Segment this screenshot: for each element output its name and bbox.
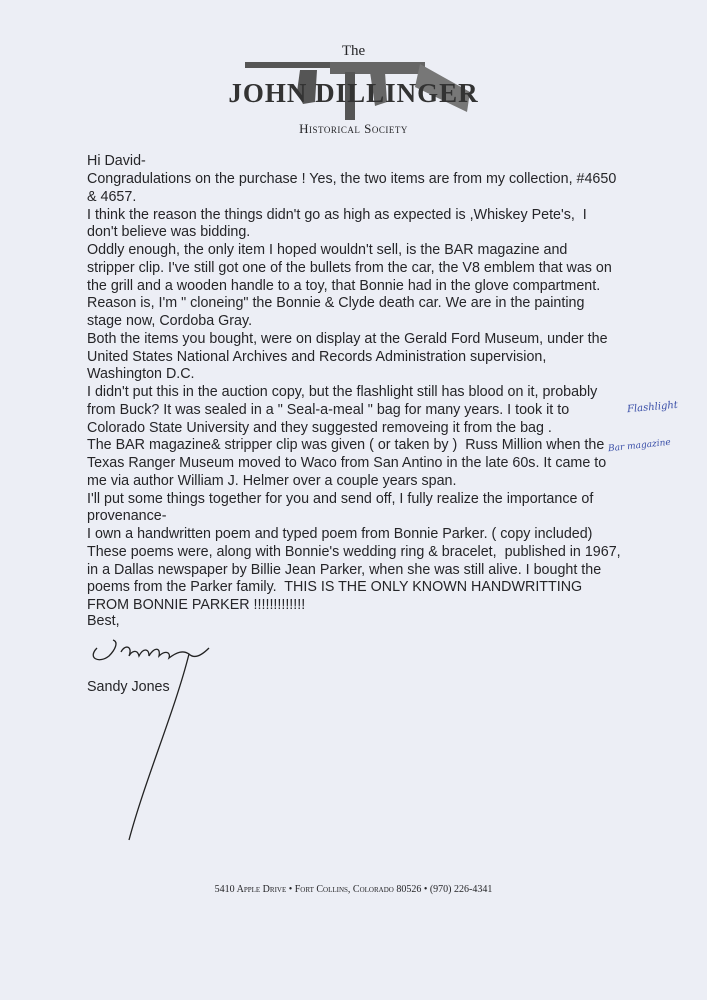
letter-line: I own a handwritten poem and typed poem from Bonnie Parker. ( copy included) bbox=[87, 526, 593, 542]
letter-line: United States National Archives and Records Administration supervision, bbox=[87, 348, 547, 365]
letter-line: Reason is, I'm " cloneing" the Bonnie & Clyde death car. We are in the painting bbox=[87, 295, 585, 312]
letter-line: me via author William J. Helmer over a couple years span. bbox=[87, 472, 457, 489]
letter-line: The BAR magazine& stripper clip was given ( or taken by ) Russ Million when the bbox=[87, 437, 605, 454]
signer-name: Sandy Jones bbox=[87, 679, 170, 695]
letter-line: stripper clip. I've still got one of the bullets from the car, the V8 emblem that was on bbox=[87, 259, 612, 276]
letter-line: poems from the Parker family. THIS IS THE ONLY KNOWN HANDWRITTING bbox=[87, 579, 583, 596]
letter-line: Washington D.C. bbox=[87, 366, 195, 383]
closing: Best, bbox=[87, 613, 120, 629]
letter-line: I'll put some things together for you and send off, I fully realize the importance of bbox=[87, 490, 594, 507]
letter-line: stage now, Cordoba Gray. bbox=[87, 313, 253, 329]
letter-line: Both the items you bought, were on display at the Gerald Ford Museum, under the bbox=[87, 330, 608, 347]
handwritten-note-bar-magazine: Bar magazine bbox=[607, 437, 672, 455]
footer-address: 5410 Apple Drive • Fort Collins, Colorado 80526 • (970) 226-4341 bbox=[214, 884, 493, 895]
letter-line: I didn't put this in the auction copy, but the flashlight still has blood on it, probably bbox=[87, 384, 598, 400]
letterhead-subtitle: Historical Society bbox=[299, 121, 408, 136]
letter-line: These poems were, along with Bonnie's wedding ring & bracelet, published in 1967, bbox=[87, 543, 621, 560]
letter-line: the grill and a wooden handle to a toy, that Bonnie had in the glove compartment. bbox=[87, 277, 601, 294]
letter-line: Colorado State University and they suggested removeing it from the bag . bbox=[87, 419, 552, 436]
letter-line: provenance- bbox=[87, 508, 167, 525]
letter-line: FROM BONNIE PARKER !!!!!!!!!!!!! bbox=[87, 597, 306, 613]
letter-body bbox=[87, 171, 621, 615]
letterhead-name: JOHN DILLINGER bbox=[228, 78, 479, 108]
greeting: Hi David- bbox=[87, 153, 146, 169]
letter-line: Texas Ranger Museum moved to Waco from San Antino in the late 60s. It came to bbox=[87, 455, 607, 471]
letter-line: & 4657. bbox=[87, 188, 137, 205]
handwritten-note-flashlight: Flashlight bbox=[626, 399, 679, 416]
letterhead-the: The bbox=[341, 43, 366, 59]
letter-line: don't believe was bidding. bbox=[87, 224, 251, 241]
signature bbox=[85, 630, 225, 870]
letter-line: I think the reason the things didn't go as high as expected is ,Whiskey Pete's, I bbox=[87, 206, 587, 223]
letter-line: in a Dallas newspaper by Billie Jean Parker, when she was still alive. I bought the bbox=[87, 561, 602, 578]
letter-line: Oddly enough, the only item I hoped wouldn't sell, is the BAR magazine and bbox=[87, 242, 568, 258]
letter-line: Congradulations on the purchase ! Yes, the two items are from my collection, #4650 bbox=[87, 171, 617, 187]
letter-line: from Buck? It was sealed in a " Seal-a-meal " bag for many years. I took it to bbox=[87, 401, 570, 418]
